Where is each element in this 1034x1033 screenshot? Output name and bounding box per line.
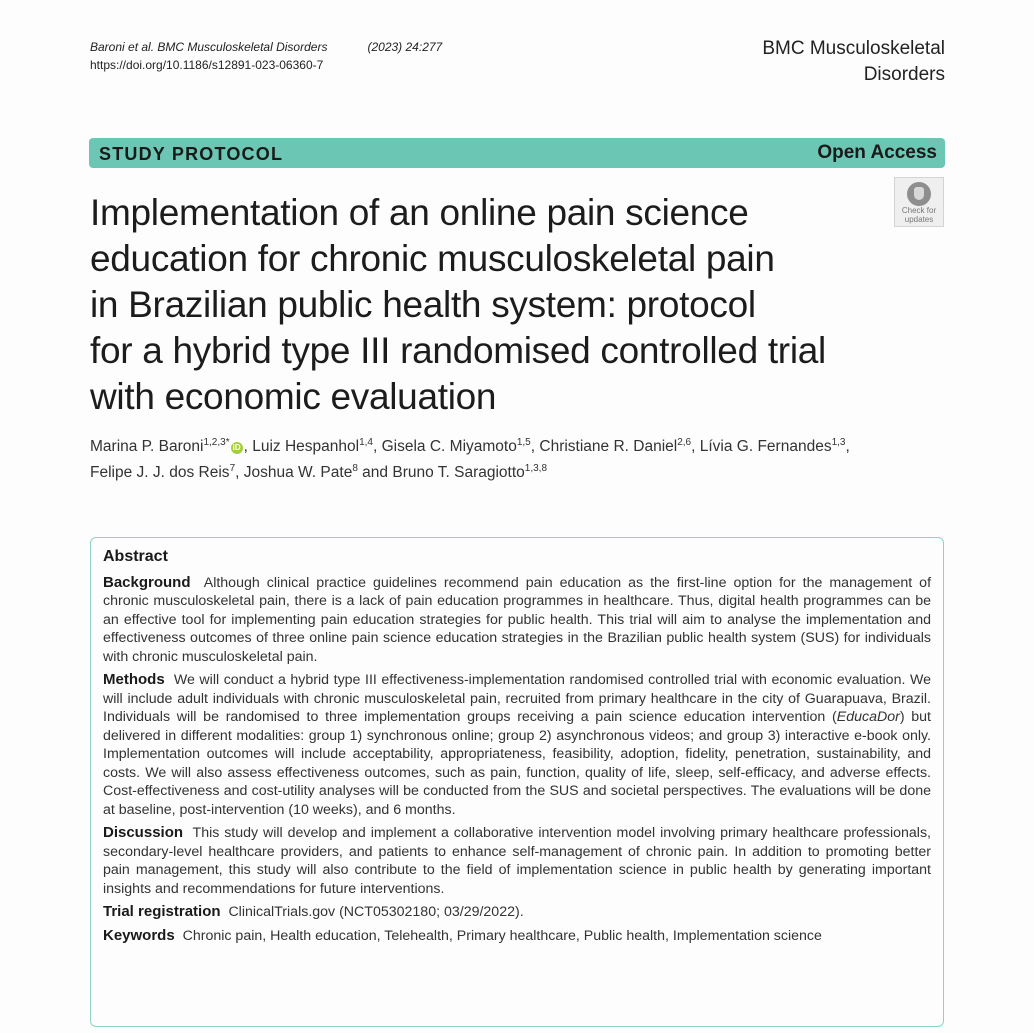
author[interactable]: Bruno T. Saragiotto$^{1,3,8}$ [392,463,548,481]
article-type: STUDY PROTOCOL [99,144,284,164]
author[interactable]: Lívia G. Fernandes$^{1,3}$ [699,437,846,455]
author[interactable]: Felipe J. J. dos Reis$^7$ [90,463,236,481]
author[interactable]: Christiane R. Daniel$^{2,6}$ [539,437,692,455]
article-title: Implementation of an online pain science education for chronic musculoskeletal pain in Brazilian public health system: protocol for a hybrid type III randomised controlled trial with economic evaluation [90,192,826,417]
abstract-box [90,537,944,1027]
citation-journal: BMC Musculoskeletal Disorders [157,40,328,54]
citation-authors: Baroni et al. [90,40,155,54]
abstract-discussion: Discussion This study will develop and implement a collaborative intervention model involving primary healthcare professionals, secondary-level healthcare providers, and patients to enhance self-management of chronic pain. In addition to promoting better pain management, this study will also contribute to the field of implementation science in public health by generating important insights and recommendations for future interventions. [103,824,931,897]
abstract-keywords: Keywords Chronic pain, Health education, Telehealth, Primary healthcare, Public health, Implementation science [103,926,822,944]
author[interactable]: Joshua W. Pate$^8$ [243,463,358,481]
author-list: Marina P. Baroni$^{1,2,3*}$ iD , Luiz Hespanhol$^{1,4}$, Gisela C. Miyamoto$^{1,5}$, Christiane R. Daniel$^{2,6}$, Lívia G. Fernandes$^{1,3}$, Felipe J. J. dos Reis$^7$, Joshua W. Pate$^8$ and Bruno T. Saragiotto$^{1,3,8}$ [90,437,850,481]
journal-name: BMC Musculoskeletal Disorders [762,38,945,85]
orcid-icon[interactable]: iD [232,443,241,452]
open-access-label: Open Access [817,142,937,163]
citation-volume: (2023) 24:277 [367,40,443,54]
doi-link[interactable]: https://doi.org/10.1186/s12891-023-06360-7 [90,58,324,72]
citation-block [90,38,442,74]
author[interactable]: Luiz Hespanhol$^{1,4}$ [252,437,373,455]
article-type-banner [89,138,945,168]
updates-label-2: updates [904,215,934,224]
abstract-heading: Abstract [103,548,168,565]
author[interactable]: Marina P. Baroni$^{1,2,3*}$ [90,437,230,455]
author[interactable]: Gisela C. Miyamoto$^{1,5}$ [381,437,531,455]
abstract-trial-registration: Trial registration ClinicalTrials.gov (NCT05302180; 03/29/2022). [103,903,524,920]
updates-label-1: Check for [901,206,937,215]
abstract-methods: Methods We will conduct a hybrid type III effectiveness-implementation randomised controlled trial with economic evaluation. We will include adult individuals with chronic musculoskeletal pain, recruited from primary healthcare in the city of Guarapuava, Brazil. Individuals will be randomised to three implementation groups receiving a pain science education intervention (EducaDor) but delivered in different modalities: group 1) synchronous online; group 2) asynchronous videos; and group 3) interactive e-book only. Implementation outcomes will include acceptability, appropriateness, feasibility, adoption, fidelity, penetration, sustainability, and costs. We will also assess effectiveness outcomes, such as pain, function, quality of life, sleep, self-efficacy, and adverse effects. Cost-effectiveness and cost-utility analyses will be conducted from the SUS and societal perspectives. The evaluations will be done at baseline, post-intervention (10 weeks), and 6 months. [103,671,931,818]
abstract-background: Background Although clinical practice guidelines recommend pain education as the first-line option for the management of chronic musculoskeletal pain, there is a lack of pain education programmes in healthcare. Thus, digital health programmes can be an effective tool for implementing pain education strategies for public health. This trial will aim to analyse the implementation and effectiveness outcomes of three online pain science education strategies in the Brazilian public health system (SUS) for individuals with chronic musculoskeletal pain. [103,573,932,665]
